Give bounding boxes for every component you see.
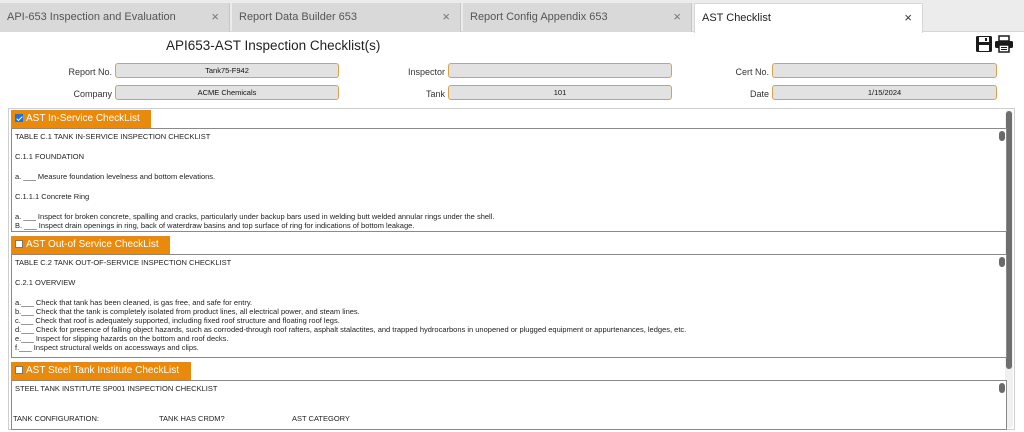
company-field[interactable]: ACME Chemicals <box>115 85 339 100</box>
in-service-checkbox[interactable] <box>15 114 23 122</box>
report-no-label: Report No. <box>68 67 112 77</box>
tab-label: Report Config Appendix 653 <box>470 11 608 23</box>
steel-tank-institute-checkbox[interactable] <box>15 366 23 374</box>
tab-label: AST Checklist <box>702 12 771 24</box>
checklist-line: B. ___ Inspect drain openings in ring, back of waterdraw basins and top surface of ring for indications of bottom leakage. <box>15 221 415 230</box>
checklist-line: C.2.1 OVERVIEW <box>15 278 76 287</box>
checklist-line: C.1.1 FOUNDATION <box>15 152 85 161</box>
close-icon[interactable]: × <box>442 9 450 24</box>
tab-ast-checklist[interactable] <box>694 3 923 33</box>
section-header-label: AST Steel Tank Institute CheckList <box>26 365 180 376</box>
steel-tank-institute-text-area[interactable] <box>11 380 1007 430</box>
checklist-line: C.1.1.1 Concrete Ring <box>15 192 90 201</box>
out-of-service-text-area[interactable] <box>11 254 1007 358</box>
section-header-out-of-service[interactable] <box>11 236 170 254</box>
column-label-tank-configuration: TANK CONFIGURATION: <box>13 414 99 423</box>
text-scrollbar-thumb[interactable] <box>999 257 1005 267</box>
close-icon[interactable]: × <box>211 9 219 24</box>
checklist-line: a.___ Check that tank has been cleaned, is gas free, and safe for entry. <box>15 298 253 307</box>
out-of-service-checkbox[interactable] <box>15 240 23 248</box>
report-no-field[interactable]: Tank75-F942 <box>115 63 339 78</box>
printer-icon[interactable] <box>994 35 1012 53</box>
checklist-line: a. ___ Inspect for broken concrete, spalling and cracks, particularly under backup bars used in welding butt welded annular rings under the shell. <box>15 212 495 221</box>
column-label-tank-has-crdm: TANK HAS CRDM? <box>159 414 225 423</box>
tab-label: API-653 Inspection and Evaluation <box>7 11 176 23</box>
inspector-label: Inspector <box>407 67 445 77</box>
section-header-label: AST In-Service CheckList <box>26 113 140 124</box>
checklist-line: f.___ Inspect structural welds on accessways and clips. <box>15 343 199 352</box>
date-field[interactable]: 1/15/2024 <box>772 85 997 100</box>
tank-label: Tank <box>425 89 445 99</box>
cert-no-label: Cert No. <box>735 67 769 77</box>
tab-report-config-appendix[interactable] <box>463 3 692 32</box>
checklist-line: b.___ Check that the tank is completely isolated from product lines, all electrical power, and steam lines. <box>15 307 360 316</box>
checklist-line: d.___ Check for presence of falling object hazards, such as corroded-through roof rafters, asphalt stalactites, and trapped hydrocarbons in unopened or plugged equipment or appurtenances, ledges, etc. <box>15 325 687 334</box>
save-icon[interactable] <box>975 35 993 53</box>
checklist-line: c.___ Check that roof is adequately supported, including fixed roof structure and floating roof legs. <box>15 316 340 325</box>
checklist-line: TABLE C.2 TANK OUT-OF-SERVICE INSPECTION CHECKLIST <box>15 258 232 267</box>
close-icon[interactable]: × <box>904 10 912 25</box>
checklist-line: a. ___ Measure foundation levelness and bottom elevations. <box>15 172 216 181</box>
page-title: API653-AST Inspection Checklist(s) <box>166 38 381 53</box>
tab-label: Report Data Builder 653 <box>239 11 358 23</box>
section-header-steel-tank-institute[interactable] <box>11 362 191 380</box>
text-scrollbar-thumb[interactable] <box>999 383 1005 393</box>
company-label: Company <box>73 89 112 99</box>
text-scrollbar-thumb[interactable] <box>999 131 1005 141</box>
cert-no-field[interactable] <box>772 63 997 78</box>
column-label-ast-category: AST CATEGORY <box>292 414 350 423</box>
checklist-line: TABLE C.1 TANK IN-SERVICE INSPECTION CHECKLIST <box>15 132 211 141</box>
close-icon[interactable]: × <box>673 9 681 24</box>
tab-report-data-builder[interactable] <box>232 3 461 32</box>
in-service-text-area[interactable] <box>11 128 1007 232</box>
section-header-label: AST Out-of Service CheckList <box>26 239 159 250</box>
tab-bar <box>0 0 1024 32</box>
date-label: Date <box>749 89 769 99</box>
checklist-line: STEEL TANK INSTITUTE SP001 INSPECTION CHECKLIST <box>15 384 218 393</box>
section-header-in-service[interactable] <box>11 110 151 128</box>
inspector-field[interactable] <box>448 63 672 78</box>
checklist-line: e.___ Inspect for slipping hazards on the bottom and roof decks. <box>15 334 229 343</box>
tab-api653-inspection[interactable] <box>0 3 230 32</box>
tank-field[interactable]: 101 <box>448 85 672 100</box>
